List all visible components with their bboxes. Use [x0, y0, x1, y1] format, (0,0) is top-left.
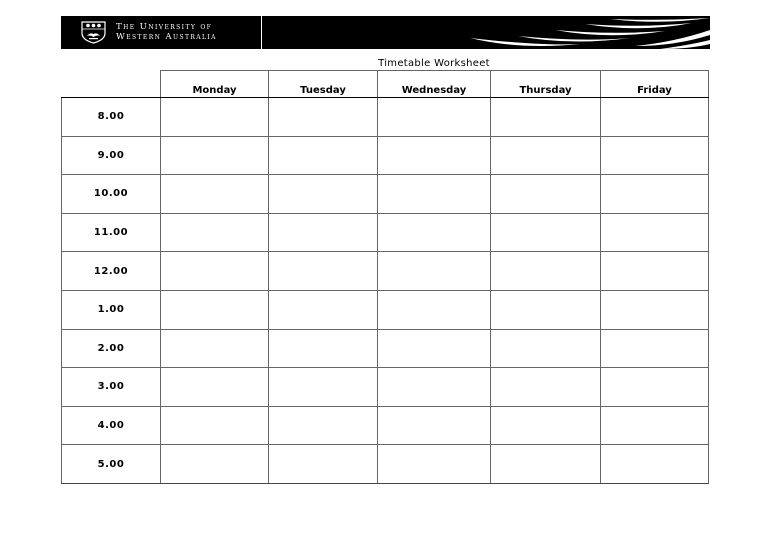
table-row — [62, 406, 709, 445]
table-row — [62, 252, 709, 291]
timetable-slot[interactable] — [378, 175, 491, 214]
table-row — [62, 290, 709, 329]
university-crest-icon — [80, 21, 107, 44]
timetable-slot[interactable] — [269, 252, 378, 291]
timetable-slot[interactable] — [601, 175, 709, 214]
timetable-slot[interactable] — [601, 445, 709, 484]
timetable-slot[interactable] — [161, 329, 269, 368]
worksheet-title: Timetable Worksheet — [378, 58, 490, 69]
timetable-slot[interactable] — [161, 290, 269, 329]
timetable-slot[interactable] — [269, 445, 378, 484]
time-label: 4.00 — [62, 406, 161, 445]
time-label: 12.00 — [62, 252, 161, 291]
timetable-slot[interactable] — [491, 175, 601, 214]
timetable-slot[interactable] — [269, 175, 378, 214]
time-label: 9.00 — [62, 136, 161, 175]
timetable-slot[interactable] — [601, 368, 709, 407]
timetable-grid — [61, 70, 709, 484]
timetable-slot[interactable] — [601, 98, 709, 137]
swan-wing-graphic — [460, 16, 710, 49]
table-row — [62, 175, 709, 214]
timetable-slot[interactable] — [161, 445, 269, 484]
timetable-slot[interactable] — [378, 213, 491, 252]
time-label: 8.00 — [62, 98, 161, 137]
banner-divider — [261, 16, 262, 49]
time-label: 3.00 — [62, 368, 161, 407]
time-label: 11.00 — [62, 213, 161, 252]
timetable-slot[interactable] — [601, 290, 709, 329]
table-row — [62, 445, 709, 484]
timetable-slot[interactable] — [378, 252, 491, 291]
timetable-slot[interactable] — [269, 406, 378, 445]
table-row — [62, 213, 709, 252]
timetable-slot[interactable] — [601, 252, 709, 291]
timetable-slot[interactable] — [161, 136, 269, 175]
timetable-slot[interactable] — [378, 445, 491, 484]
timetable-slot[interactable] — [601, 213, 709, 252]
timetable-slot[interactable] — [601, 329, 709, 368]
timetable-slot[interactable] — [378, 368, 491, 407]
timetable-slot[interactable] — [161, 406, 269, 445]
time-label: 1.00 — [62, 290, 161, 329]
timetable-slot[interactable] — [378, 329, 491, 368]
day-header-monday: Monday — [161, 71, 269, 98]
corner-cell — [62, 71, 161, 98]
time-label: 10.00 — [62, 175, 161, 214]
timetable-slot[interactable] — [491, 252, 601, 291]
timetable-slot[interactable] — [161, 175, 269, 214]
day-header-tuesday: Tuesday — [269, 71, 378, 98]
timetable-slot[interactable] — [491, 329, 601, 368]
university-name — [116, 23, 217, 42]
timetable-slot[interactable] — [161, 368, 269, 407]
university-name-line-2: Western Australia — [116, 31, 217, 42]
day-header-wednesday: Wednesday — [378, 71, 491, 98]
timetable-slot[interactable] — [491, 368, 601, 407]
timetable-slot[interactable] — [161, 252, 269, 291]
table-row — [62, 136, 709, 175]
timetable-slot[interactable] — [491, 213, 601, 252]
table-row — [62, 368, 709, 407]
timetable-slot[interactable] — [161, 213, 269, 252]
table-row — [62, 329, 709, 368]
timetable-slot[interactable] — [491, 406, 601, 445]
time-label: 2.00 — [62, 329, 161, 368]
timetable-slot[interactable] — [601, 136, 709, 175]
table-row — [62, 98, 709, 137]
timetable-slot[interactable] — [161, 98, 269, 137]
timetable-slot[interactable] — [378, 98, 491, 137]
day-header-thursday: Thursday — [491, 71, 601, 98]
header-banner — [61, 16, 710, 49]
timetable-slot[interactable] — [378, 406, 491, 445]
timetable-slot[interactable] — [269, 213, 378, 252]
timetable-slot[interactable] — [491, 445, 601, 484]
timetable-slot[interactable] — [269, 98, 378, 137]
timetable-slot[interactable] — [378, 290, 491, 329]
timetable-slot[interactable] — [269, 136, 378, 175]
timetable-slot[interactable] — [269, 329, 378, 368]
timetable-slot[interactable] — [269, 368, 378, 407]
timetable-slot[interactable] — [601, 406, 709, 445]
timetable-slot[interactable] — [491, 98, 601, 137]
day-header-friday: Friday — [601, 71, 709, 98]
timetable-slot[interactable] — [491, 136, 601, 175]
timetable-slot[interactable] — [269, 290, 378, 329]
day-header-row — [62, 71, 709, 98]
timetable-slot[interactable] — [491, 290, 601, 329]
time-label: 5.00 — [62, 445, 161, 484]
university-name-line-1: The University of — [116, 22, 213, 32]
timetable-slot[interactable] — [378, 136, 491, 175]
